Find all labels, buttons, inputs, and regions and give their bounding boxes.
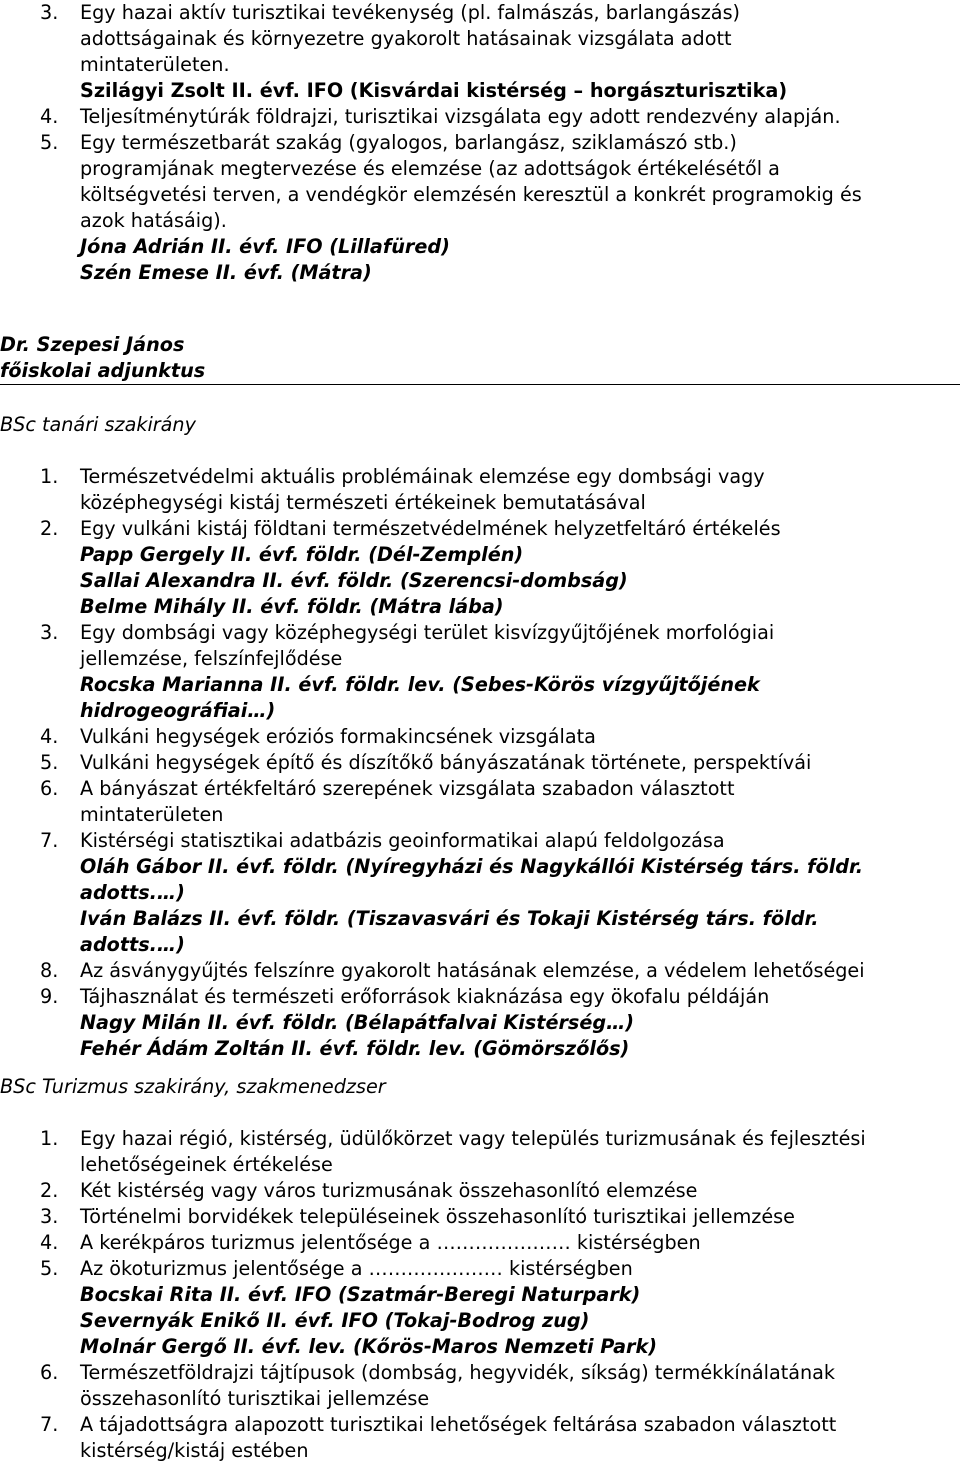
topic-item [0,0,960,78]
topic-line: Tájhasználat és természeti erőforrások kiaknázása egy ökofalu példáján [80,985,770,1008]
topic-line: Egy természetbarát szakág (gyalogos, barlangász, sziklamászó stb.) [80,131,737,154]
topic-line: mintaterületen [80,803,224,826]
topic-number: 4. [40,1231,59,1254]
topic-line: programjának megtervezése és elemzése (az adottságok értékelésétől a [80,157,780,180]
topic-line: Kistérségi statisztikai adatbázis geoinformatikai alapú feldolgozása [80,829,725,852]
student-assignment: adotts.…) [80,933,185,956]
student-assignment: Papp Gergely II. évf. földr. (Dél-Zemplén) [80,543,524,566]
student-assignment: Szilágyi Zsolt II. évf. IFO (Kisvárdai kistérség – horgászturisztika) [80,79,788,102]
topic-line: Két kistérség vagy város turizmusának összehasonlító elemzése [80,1179,698,1202]
topic-number: 5. [40,131,59,154]
topic-item [0,620,960,672]
student-assignment: adotts.…) [80,881,185,904]
topic-line: Vulkáni hegységek építő és díszítőkő bányászatának története, perspektívái [80,751,812,774]
section-divider [0,384,960,385]
topic-number: 3. [40,1,59,24]
topic-line: A tájadottságra alapozott turisztikai lehetőségek feltárása szabadon választott [80,1413,837,1436]
section-bsc-turizmus [0,1074,960,1100]
topic-number: 9. [40,985,59,1008]
topic-item [0,516,960,542]
topic-line: Az ásványgyűjtés felszínre gyakorolt hatásának elemzése, a védelem lehetőségei [80,959,865,982]
topic-item [0,724,960,750]
topic-line: lehetőségeinek értékelése [80,1153,333,1176]
topic-item [0,828,960,854]
student-assignment: hidrogeográfiai…) [80,699,276,722]
topic-number: 8. [40,959,59,982]
topic-item [0,1230,960,1256]
topic-number: 6. [40,777,59,800]
topic-number: 3. [40,1205,59,1228]
topic-item [0,984,960,1010]
topic-line: A kerékpáros turizmus jelentősége a ………………… kistérségben [80,1231,701,1254]
topic-number: 1. [40,1127,59,1150]
top-topic-list [0,0,960,286]
topic-line: Egy hazai aktív turisztikai tevékenység (pl. falmászás, barlangászás) [80,1,741,24]
topic-number: 4. [40,105,59,128]
topic-item [0,1256,960,1282]
topic-item [0,1360,960,1412]
student-assignment: Molnár Gergő II. évf. lev. (Kőrös-Maros Nemzeti Park) [80,1335,658,1358]
topic-line: Vulkáni hegységek eróziós formakincsének vizsgálata [80,725,596,748]
student-assignment: Iván Balázs II. évf. földr. (Tiszavasvári és Tokaji Kistérség társ. földr. [80,907,819,930]
section-heading: BSc Turizmus szakirány, szakmenedzser [0,1075,386,1098]
supervisor-title: főiskolai adjunktus [0,359,206,382]
topic-item [0,104,960,130]
topic-line: Történelmi borvidékek településeinek összehasonlító turisztikai jellemzése [80,1205,795,1228]
topic-line: mintaterületen. [80,53,230,76]
section-heading: BSc tanári szakirány [0,413,196,436]
student-assignment: Fehér Ádám Zoltán II. évf. földr. lev. (Gömörszőlős) [80,1037,630,1060]
topic-number: 6. [40,1361,59,1384]
topic-number: 5. [40,1257,59,1280]
topic-line: Egy dombsági vagy középhegységi terület kisvízgyűjtőjének morfológiai [80,621,775,644]
topic-line: adottságainak és környezetre gyakorolt hatásainak vizsgálata adott [80,27,732,50]
student-assignment: Rocska Marianna II. évf. földr. lev. (Sebes-Körös vízgyűjtőjének [80,673,760,696]
section-bsc-tanari [0,412,960,438]
student-assignment: Severnyák Enikő II. évf. IFO (Tokaj-Bodrog zug) [80,1309,590,1332]
topic-line: jellemzése, felszínfejlődése [80,647,343,670]
topic-item [0,1412,960,1464]
bsc-tanari-topic-list [0,464,960,1062]
topic-item [0,1126,960,1178]
student-assignment: Bocskai Rita II. évf. IFO (Szatmár-Beregi Naturpark) [80,1283,641,1306]
topic-number: 4. [40,725,59,748]
supervisor-block [0,332,960,384]
topic-number: 7. [40,829,59,852]
topic-line: A bányászat értékfeltáró szerepének vizsgálata szabadon választott [80,777,735,800]
student-assignment: Jóna Adrián II. évf. IFO (Lillafüred) [80,235,450,258]
topic-number: 1. [40,465,59,488]
student-assignment: Oláh Gábor II. évf. földr. (Nyíregyházi és Nagykállói Kistérség társ. földr. [80,855,864,878]
topic-item [0,776,960,828]
topic-item [0,958,960,984]
topic-number: 7. [40,1413,59,1436]
topic-item [0,130,960,234]
topic-number: 5. [40,751,59,774]
topic-line: Természetvédelmi aktuális problémáinak elemzése egy dombsági vagy [80,465,765,488]
topic-item [0,750,960,776]
bsc-turizmus-topic-list [0,1126,960,1464]
topic-line: középhegységi kistáj természeti értékeinek bemutatásával [80,491,646,514]
topic-item [0,1204,960,1230]
topic-line: Egy hazai régió, kistérség, üdülőkörzet vagy település turizmusának és fejlesztési [80,1127,866,1150]
topic-line: Az ökoturizmus jelentősége a ………………… kistérségben [80,1257,633,1280]
topic-line: költségvetési terven, a vendégkör elemzésén keresztül a konkrét programokig és [80,183,862,206]
student-assignment: Belme Mihály II. évf. földr. (Mátra lába) [80,595,504,618]
topic-line: kistérség/kistáj estében [80,1439,309,1462]
topic-number: 2. [40,1179,59,1202]
topic-number: 3. [40,621,59,644]
topic-item [0,1178,960,1204]
student-assignment: Nagy Milán II. évf. földr. (Bélapátfalvai Kistérség…) [80,1011,635,1034]
topic-line: Természetföldrajzi tájtípusok (dombság, hegyvidék, síkság) termékkínálatának [80,1361,836,1384]
topic-line: Egy vulkáni kistáj földtani természetvédelmének helyzetfeltáró értékelés [80,517,781,540]
topic-item [0,464,960,516]
student-assignment: Szén Emese II. évf. (Mátra) [80,261,372,284]
topic-line: Teljesítménytúrák földrajzi, turisztikai vizsgálata egy adott rendezvény alapján. [80,105,841,128]
topic-number: 2. [40,517,59,540]
student-assignment: Sallai Alexandra II. évf. földr. (Szerencsi-dombság) [80,569,628,592]
topic-line: azok hatásáig). [80,209,227,232]
topic-line: összehasonlító turisztikai jellemzése [80,1387,430,1410]
supervisor-name: Dr. Szepesi János [0,333,185,356]
